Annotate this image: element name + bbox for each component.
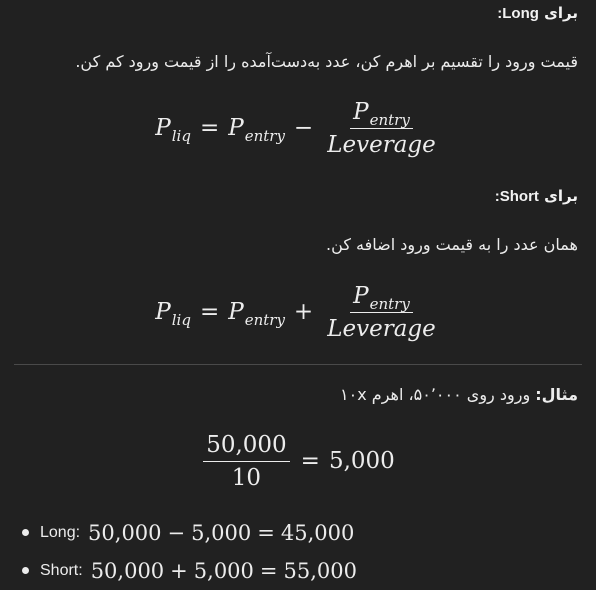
- result-expression: 50,000 − 5,000 = 45,000: [88, 521, 355, 545]
- formula-lhs: $P_{liq}$: [155, 115, 191, 145]
- formula-plus: +: [293, 299, 314, 325]
- bullet-dot: [22, 567, 29, 574]
- short-heading: [12, 187, 578, 205]
- fraction-denominator: Leverage: [327, 131, 436, 158]
- example-equals: =: [300, 448, 320, 474]
- fraction-numerator: $P_{entry}$: [350, 99, 413, 129]
- formula-entry: $P_{entry}$: [228, 115, 285, 145]
- example-text: ورود روی ۵۰٬۰۰۰، اهرم ۱۰x: [340, 385, 536, 404]
- bullet-dot: [22, 529, 29, 536]
- result-label: Long:: [40, 524, 81, 541]
- short-heading-prefix: برای: [538, 187, 578, 205]
- section-divider: [14, 364, 582, 365]
- results-list: [40, 514, 357, 590]
- short-formula: [0, 280, 596, 344]
- long-formula: [0, 96, 596, 160]
- example-fraction: [203, 432, 289, 491]
- result-label: Short:: [40, 562, 83, 579]
- example-line: [12, 385, 578, 404]
- formula-entry: $P_{entry}$: [228, 299, 285, 329]
- fraction-denominator: Leverage: [327, 315, 436, 342]
- long-heading-term: Long: [502, 5, 539, 22]
- example-numerator: 50,000: [203, 432, 289, 462]
- formula-fraction: [324, 283, 439, 342]
- fraction-numerator: $P_{entry}$: [350, 283, 413, 313]
- list-item: [40, 552, 357, 590]
- long-heading-colon: :: [497, 5, 503, 22]
- formula-fraction: [324, 99, 439, 158]
- example-result: 5,000: [328, 448, 395, 474]
- example-label: مثال:: [535, 385, 578, 404]
- result-expression: 50,000 + 5,000 = 55,000: [90, 559, 357, 583]
- short-heading-colon: :: [494, 188, 500, 205]
- example-formula: [0, 428, 596, 494]
- long-instruction: قیمت ورود را تقسیم بر اهرم کن، عدد به‌دست‌آمده را از قیمت ورود کم کن.: [75, 52, 578, 71]
- long-heading-prefix: برای: [538, 4, 578, 22]
- formula-equals: =: [199, 299, 220, 325]
- example-denominator: 10: [231, 464, 262, 491]
- short-instruction: همان عدد را به قیمت ورود اضافه کن.: [326, 235, 578, 254]
- long-heading: [12, 4, 578, 22]
- short-heading-term: Short: [499, 188, 539, 205]
- formula-equals: =: [199, 115, 220, 141]
- formula-minus: −: [293, 115, 314, 141]
- formula-lhs: $P_{liq}$: [155, 299, 191, 329]
- list-item: [40, 514, 357, 552]
